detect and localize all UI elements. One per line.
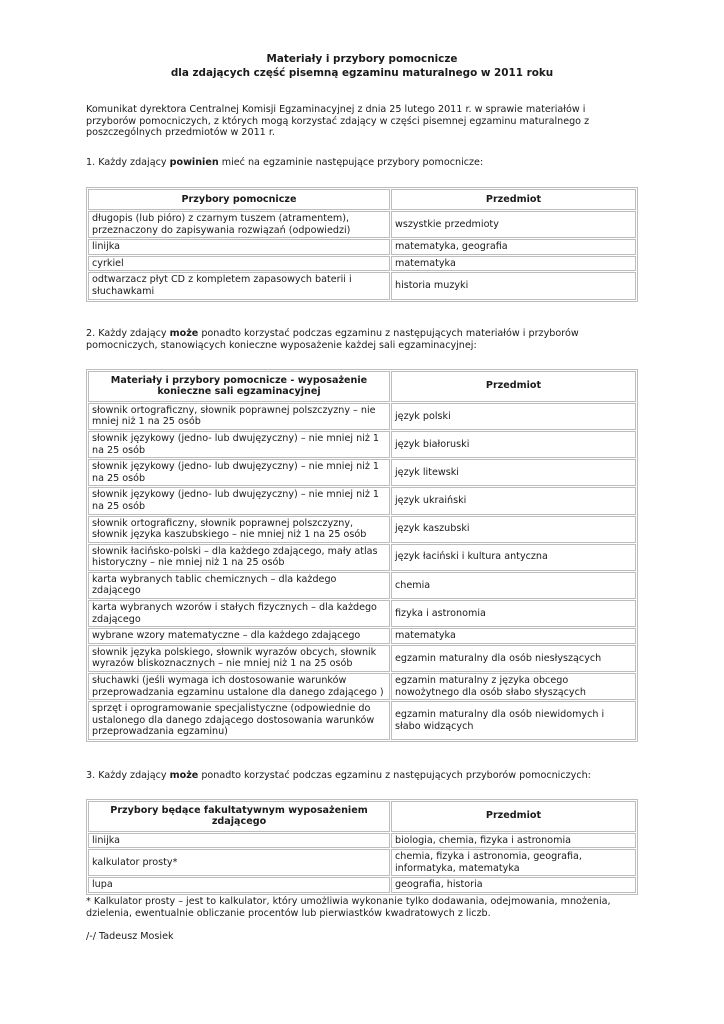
table-cell-item: lupa	[88, 877, 390, 893]
table-cell-subject: egzamin maturalny dla osób niesłyszących	[391, 645, 636, 672]
footnote: * Kalkulator prosty – jest to kalkulator, który umożliwia wykonanie tylko dodawania, odejmowania, mnożenia, dzielenia, ewentualnie obliczanie procentów lub pierwiastków kwadratowych z liczb.	[86, 896, 611, 920]
table-header-row	[88, 801, 636, 832]
table-cell-subject: matematyka	[391, 628, 636, 644]
section-3-intro-start: 3. Każdy zdający	[86, 770, 170, 781]
table-cell-item: karta wybranych wzorów i stałych fizycznych – dla każdego zdającego	[88, 600, 390, 627]
table-cell-subject: fizyka i astronomia	[391, 600, 636, 627]
table-cell-item: słownik językowy (jedno- lub dwujęzyczny) – nie mniej niż 1 na 25 osób	[88, 487, 390, 514]
signature: /-/ Tadeusz Mosiek	[86, 931, 174, 943]
table-section-3	[86, 799, 638, 896]
section-2-intro-bold: może	[169, 327, 199, 339]
intro-paragraph: Komunikat dyrektora Centralnej Komisji Egzaminacyjnej z dnia 25 lutego 2011 r. w sprawie materiałów i przyborów pomocniczych, z których mogą korzystać zdający w części pisemnej egzaminu maturalnego z poszczególnych przedmiotów w 2011 r.	[86, 104, 590, 138]
table-cell-subject: język polski	[391, 403, 636, 430]
table-header-row	[88, 189, 636, 210]
table-cell-subject: chemia, fizyka i astronomia, geografia, informatyka, matematyka	[391, 849, 636, 876]
table-row	[88, 701, 636, 740]
table-header-cell: Przedmiot	[391, 189, 636, 210]
table-body	[88, 403, 636, 740]
table-row	[88, 849, 636, 876]
table-row	[88, 628, 636, 644]
table-cell-subject: biologia, chemia, fizyka i astronomia	[391, 833, 636, 849]
table-header-row	[88, 371, 636, 402]
section-1-intro	[86, 157, 638, 170]
table-row	[88, 431, 636, 458]
table-cell-item: karta wybranych tablic chemicznych – dla każdego zdającego	[88, 572, 390, 599]
table-header-cell: Przedmiot	[391, 371, 636, 402]
table-cell-subject: język ukraiński	[391, 487, 636, 514]
table-header-cell: Przybory będące fakultatywnym wyposażeniem zdającego	[88, 801, 390, 832]
table-cell-item: linijka	[88, 833, 390, 849]
section-3-intro-bold: może	[169, 770, 199, 781]
table-row	[88, 211, 636, 238]
table-cell-item: słuchawki (jeśli wymaga ich dostosowanie warunków przeprowadzania egzaminu ustalone dla danego zdającego )	[88, 673, 390, 700]
table-row	[88, 645, 636, 672]
section-3-intro	[86, 770, 638, 783]
table-row	[88, 600, 636, 627]
table-cell-item: cyrkiel	[88, 256, 390, 272]
table-header-cell: Przedmiot	[391, 801, 636, 832]
table-row	[88, 572, 636, 599]
table-cell-subject: język litewski	[391, 459, 636, 486]
title-line-1: Materiały i przybory pomocnicze	[266, 53, 458, 65]
table-cell-subject: matematyka, geografia	[391, 239, 636, 255]
table-cell-item: linijka	[88, 239, 390, 255]
table-cell-subject: egzamin maturalny z języka obcego nowożytnego dla osób słabo słyszących	[391, 673, 636, 700]
table-cell-subject: egzamin maturalny dla osób niewidomych i słabo widzących	[391, 701, 636, 740]
table-body	[88, 211, 636, 300]
table-header-cell: Materiały i przybory pomocnicze - wyposażenie konieczne sali egzaminacyjnej	[88, 371, 390, 402]
table-cell-subject: język kaszubski	[391, 516, 636, 543]
table-cell-item: sprzęt i oprogramowanie specjalistyczne (odpowiednie do ustalonego dla danego zdającego dostosowania warunków przeprowadzania egzaminu)	[88, 701, 390, 740]
table-cell-item: długopis (lub pióro) z czarnym tuszem (atramentem), przeznaczony do zapisywania rozwiązań (odpowiedzi)	[88, 211, 390, 238]
table-cell-item: słownik łacińsko-polski – dla każdego zdającego, mały atlas historyczny – nie mniej niż 1 na 25 osób	[88, 544, 390, 571]
section-2-intro-start: 2. Każdy zdający	[86, 327, 170, 339]
table-header-cell: Przybory pomocnicze	[88, 189, 390, 210]
table-row	[88, 544, 636, 571]
table-row	[88, 877, 636, 893]
table-section-1	[86, 187, 638, 302]
table-cell-subject: język białoruski	[391, 431, 636, 458]
table-cell-item: słownik językowy (jedno- lub dwujęzyczny) – nie mniej niż 1 na 25 osób	[88, 431, 390, 458]
table-cell-subject: język łaciński i kultura antyczna	[391, 544, 636, 571]
section-3-intro-end: ponadto korzystać podczas egzaminu z następujących przyborów pomocniczych:	[198, 770, 591, 781]
table-cell-item: kalkulator prosty*	[88, 849, 390, 876]
section-2-intro-end: ponadto korzystać podczas egzaminu z następujących materiałów i przyborów pomocniczych, stanowiących konieczne wyposażenie każdej sali egzaminacyjnej:	[86, 327, 579, 352]
table-row	[88, 673, 636, 700]
table-cell-subject: matematyka	[391, 256, 636, 272]
document-title	[86, 52, 638, 80]
table-cell-subject: historia muzyki	[391, 272, 636, 299]
table-cell-subject: chemia	[391, 572, 636, 599]
table-row	[88, 833, 636, 849]
table-cell-item: odtwarzacz płyt CD z kompletem zapasowych baterii i słuchawkami	[88, 272, 390, 299]
table-row	[88, 487, 636, 514]
table-section-2	[86, 369, 638, 742]
title-line-2: dla zdających część pisemną egzaminu maturalnego w 2011 roku	[170, 67, 554, 79]
section-1-intro-end: mieć na egzaminie następujące przybory pomocnicze:	[218, 156, 484, 168]
table-cell-item: słownik języka polskiego, słownik wyrazów obcych, słownik wyrazów bliskoznacznych – nie mniej niż 1 na 25 osób	[88, 645, 390, 672]
section-1-intro-bold: powinien	[169, 156, 219, 168]
section-2-intro	[86, 328, 638, 353]
table-row	[88, 239, 636, 255]
table-row	[88, 459, 636, 486]
table-cell-subject: geografia, historia	[391, 877, 636, 893]
table-cell-item: słownik ortograficzny, słownik poprawnej polszczyzny, słownik języka kaszubskiego – nie mniej niż 1 na 25 osób	[88, 516, 390, 543]
table-cell-item: słownik ortograficzny, słownik poprawnej polszczyzny – nie mniej niż 1 na 25 osób	[88, 403, 390, 430]
section-1-intro-start: 1. Każdy zdający	[86, 156, 170, 168]
table-row	[88, 272, 636, 299]
table-body	[88, 833, 636, 893]
table-row	[88, 403, 636, 430]
table-row	[88, 516, 636, 543]
document-page	[86, 52, 638, 942]
table-cell-subject: wszystkie przedmioty	[391, 211, 636, 238]
table-cell-item: wybrane wzory matematyczne – dla każdego zdającego	[88, 628, 390, 644]
table-row	[88, 256, 636, 272]
table-cell-item: słownik językowy (jedno- lub dwujęzyczny) – nie mniej niż 1 na 25 osób	[88, 459, 390, 486]
